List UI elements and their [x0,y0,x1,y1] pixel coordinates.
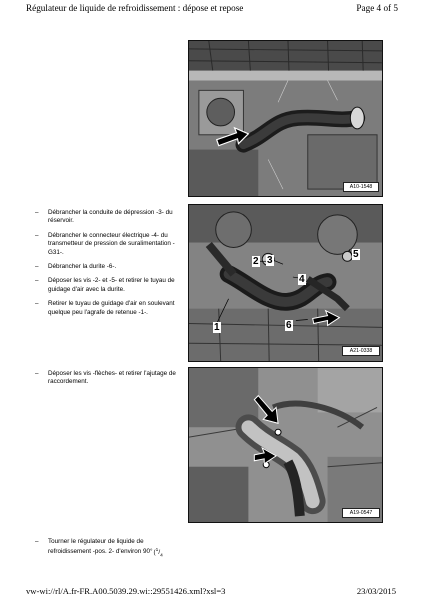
step-text: Tourner le régulateur de liquide de refroidissement -pos. 2- d'environ 90° [48,538,153,556]
page-title: Régulateur de liquide de refroidissement : dépose et repose [26,3,244,13]
step-dash: – [35,209,39,216]
step-text: Débrancher la durite -6-. [48,263,117,271]
figure-2-callout-6: 6 [286,320,292,331]
instruction-step [35,209,185,226]
figure-2-callout-4: 4 [299,274,305,285]
step-text: Débrancher la conduite de dépression -3- du réservoir. [48,209,173,225]
instruction-list-2 [35,370,185,393]
step-dash: – [35,300,39,308]
figure-2-callout-1: 1 [214,322,220,333]
step-text: Déposer les vis -flèches- et retirer l'ajutage de raccordement. [48,370,176,386]
instruction-step [35,370,185,387]
figure-2-callout-3: 3 [267,255,273,266]
instruction-step [35,300,185,317]
instruction-step [35,232,185,257]
figure-1-photo [188,40,383,197]
step-dash: – [35,538,39,545]
figure-3-photo [188,367,383,523]
instruction-list-1 [35,209,185,323]
step-dash: – [35,370,39,377]
step-dash: – [35,277,39,285]
figure-1-ref: A10-1548 [343,182,379,192]
fraction-numerator: 1 [155,547,159,553]
step-text: Débrancher le connecteur électrique -4- du transmetteur de pression de suralimentation -G31-. [48,231,175,256]
fraction: ($^1/_4$ [153,547,163,558]
fraction-denominator: 4 [160,552,163,558]
page-number: Page 4 of 5 [356,3,398,13]
step-text: Déposer les vis -2- et -5- et retirer le tuyau de guidage d'air avec la durite. [48,277,175,293]
figure-2-ref: A21-0338 [342,346,380,356]
figure-3-ref: A19-0547 [342,508,380,518]
figure-2-photo [188,204,383,362]
instruction-step [35,277,185,294]
step-dash: – [35,263,39,271]
figure-2-callout-2: 2 [253,256,259,267]
instruction-list-3 [35,538,185,566]
step-text: Retirer le tuyau de guidage d'air en soulevant quelque peu l'agrafe de retenue -1-. [48,300,175,316]
print-date: 23/03/2015 [356,586,396,596]
document-path: vw-wi://rl/A.fr-FR.A00.5039.29.wi::29551426.xml?xsl=3 [26,586,226,596]
step-dash: – [35,231,39,239]
figure-2-callout-5: 5 [353,249,359,260]
instruction-step [35,263,185,271]
instruction-step [35,538,185,560]
